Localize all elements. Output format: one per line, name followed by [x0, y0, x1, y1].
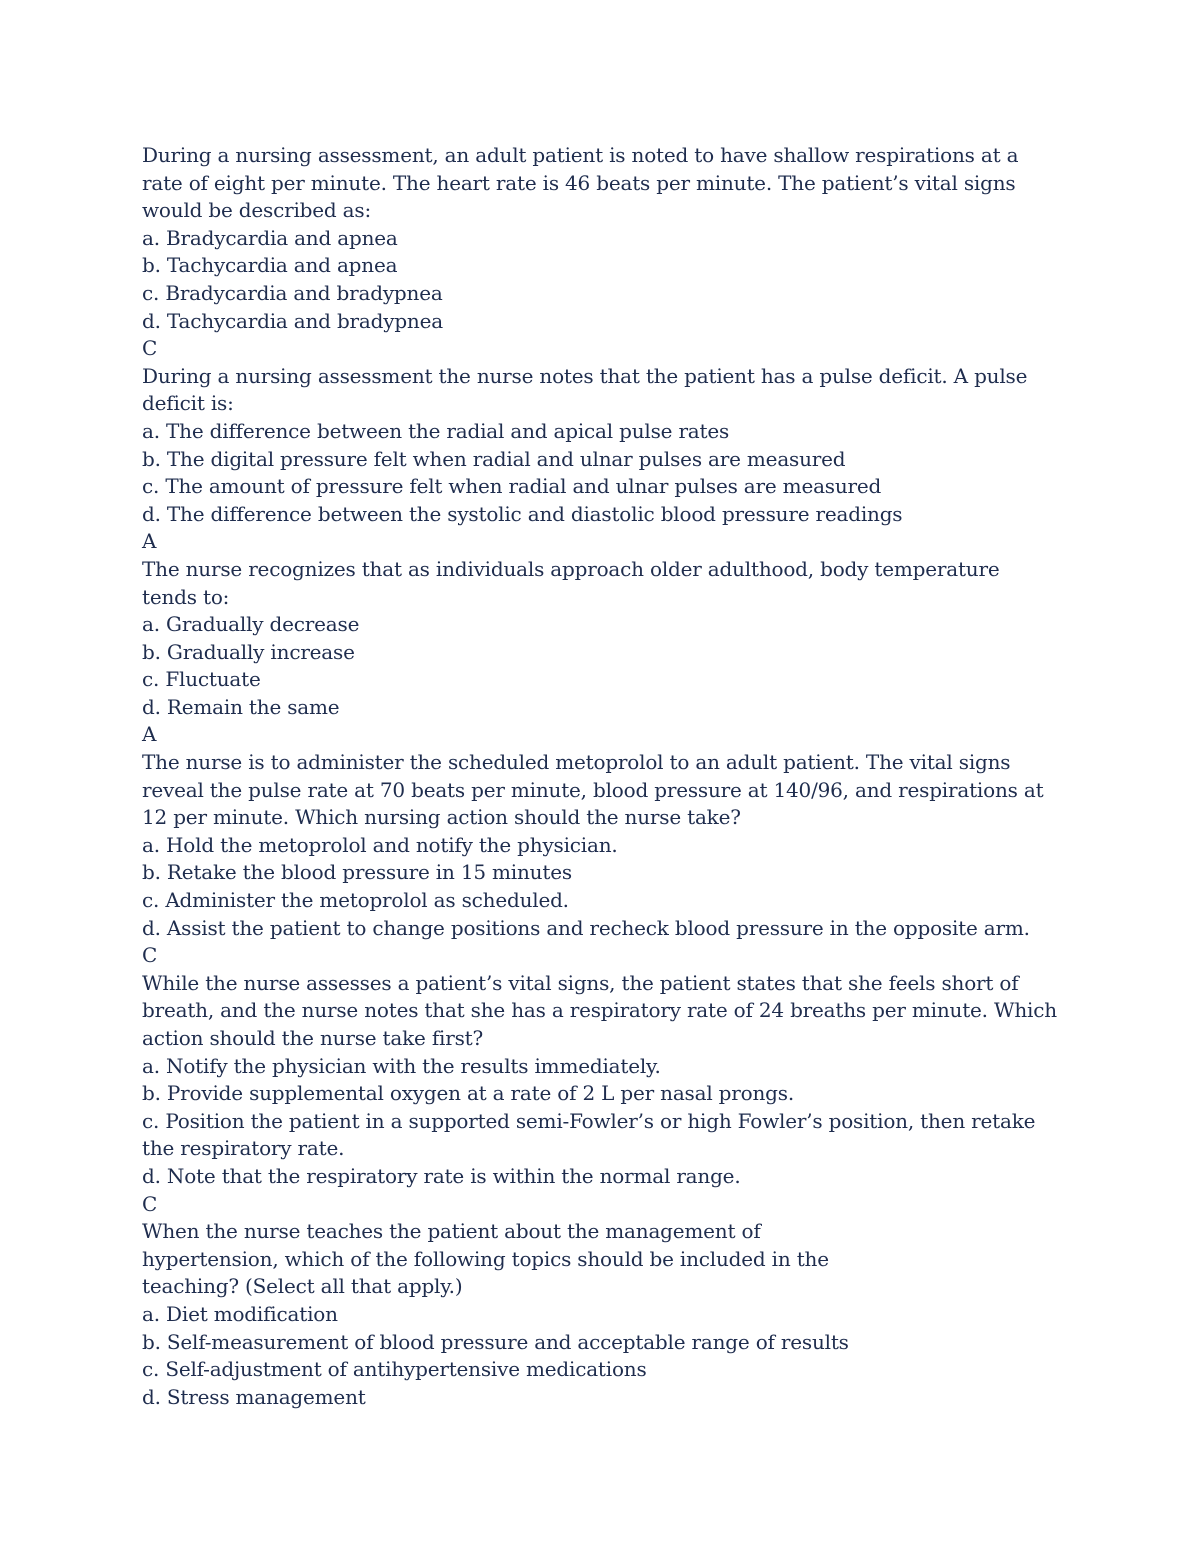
- text-line: b. Tachycardia and apnea: [142, 253, 398, 278]
- text-line: 12 per minute. Which nursing action should the nurse take?: [142, 805, 741, 830]
- text-line: d. Note that the respiratory rate is within the normal range.: [142, 1163, 741, 1188]
- text-line: a. The difference between the radial and apical pulse rates: [142, 418, 730, 443]
- text-line: tends to:: [142, 584, 230, 609]
- text-line: a. Hold the metoprolol and notify the physician.: [142, 832, 618, 857]
- text-line: a. Bradycardia and apnea: [142, 225, 398, 250]
- text-line: deficit is:: [142, 391, 234, 416]
- text-line: b. Gradually increase: [142, 639, 355, 664]
- text-line: c. The amount of pressure felt when radial and ulnar pulses are measured: [142, 474, 882, 499]
- text-line: teaching? (Select all that apply.): [142, 1274, 463, 1299]
- text-line: c. Bradycardia and bradypnea: [142, 280, 443, 305]
- text-line: b. Retake the blood pressure in 15 minutes: [142, 860, 572, 885]
- text-line: a. Gradually decrease: [142, 612, 360, 637]
- text-line: hypertension, which of the following topics should be included in the: [142, 1246, 829, 1271]
- text-line: rate of eight per minute. The heart rate is 46 beats per minute. The patient’s vital signs: [142, 170, 1016, 195]
- document-body: [142, 142, 1102, 1411]
- text-line: a. Notify the physician with the results immediately.: [142, 1053, 661, 1078]
- text-line: b. The digital pressure felt when radial and ulnar pulses are measured: [142, 446, 846, 471]
- text-line: b. Provide supplemental oxygen at a rate of 2 L per nasal prongs.: [142, 1081, 794, 1106]
- text-line: d. Remain the same: [142, 694, 340, 719]
- text-line: d. Tachycardia and bradypnea: [142, 308, 443, 333]
- text-line: c. Position the patient in a supported semi-Fowler’s or high Fowler’s position, then retake: [142, 1108, 1036, 1133]
- text-line: would be described as:: [142, 198, 371, 223]
- text-line: breath, and the nurse notes that she has a respiratory rate of 24 breaths per minute. Which: [142, 998, 1057, 1023]
- text-line: b. Self-measurement of blood pressure and acceptable range of results: [142, 1329, 849, 1354]
- text-line: c. Administer the metoprolol as scheduled.: [142, 888, 569, 913]
- text-line: d. Assist the patient to change positions and recheck blood pressure in the opposite arm.: [142, 915, 1030, 940]
- text-line: A: [142, 722, 157, 747]
- text-line: During a nursing assessment the nurse notes that the patient has a pulse deficit. A pulse: [142, 363, 1028, 388]
- text-line: d. The difference between the systolic and diastolic blood pressure readings: [142, 501, 903, 526]
- text-line: C: [142, 943, 158, 968]
- text-line: The nurse recognizes that as individuals approach older adulthood, body temperature: [142, 556, 1000, 581]
- text-line: C: [142, 336, 158, 361]
- text-line: A: [142, 529, 157, 554]
- text-line: C: [142, 1191, 158, 1216]
- text-line: a. Diet modification: [142, 1301, 338, 1326]
- text-line: The nurse is to administer the scheduled metoprolol to an adult patient. The vital signs: [142, 750, 1011, 775]
- text-line: action should the nurse take first?: [142, 1026, 484, 1050]
- text-line: c. Fluctuate: [142, 667, 261, 692]
- text-line: While the nurse assesses a patient’s vital signs, the patient states that she feels short of: [142, 970, 1019, 995]
- text-line: When the nurse teaches the patient about the management of: [142, 1219, 761, 1244]
- text-line: reveal the pulse rate at 70 beats per minute, blood pressure at 140/96, and respirations at: [142, 777, 1044, 802]
- text-line: c. Self-adjustment of antihypertensive medications: [142, 1357, 647, 1382]
- text-line: the respiratory rate.: [142, 1136, 345, 1161]
- text-line: During a nursing assessment, an adult patient is noted to have shallow respirations at a: [142, 143, 1019, 167]
- text-line: d. Stress management: [142, 1384, 366, 1409]
